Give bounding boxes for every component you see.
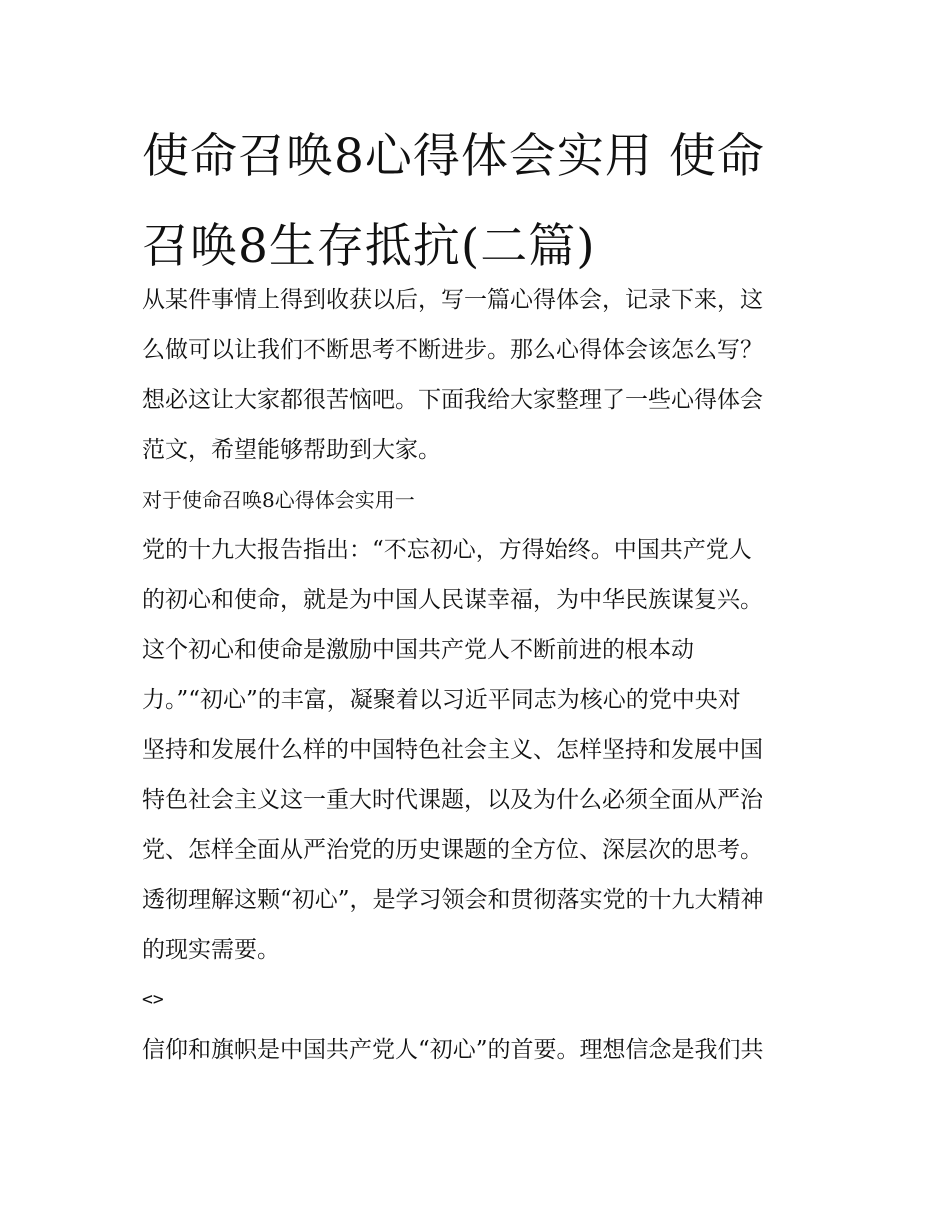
document-title [142, 112, 842, 292]
document-body [142, 275, 822, 1075]
body-line: 这个初心和使命是激励中国共产党人不断前进的根本动 [142, 637, 694, 663]
body-line: 特色社会主义这一重大时代课题，以及为什么必须全面从严治 [142, 787, 763, 813]
title-line-2: 召唤8生存抵抗(二篇) [142, 219, 596, 274]
body-line: 的初心和使命，就是为中国人民谋幸福，为中华民族谋复兴。 [142, 587, 763, 613]
body-line: 党的十九大报告指出：“不忘初心，方得始终。中国共产党人 [142, 537, 752, 563]
body-line: 的现实需要。 [142, 937, 280, 963]
body-line: 力。”“初心”的丰富，凝聚着以习近平同志为核心的党中央对 [142, 687, 741, 713]
body-line: 想必这让大家都很苦恼吧。下面我给大家整理了一些心得体会 [142, 387, 763, 413]
body-line: 信仰和旗帜是中国共产党人“初心”的首要。理想信念是我们共 [142, 1037, 764, 1063]
body-line: 党、怎样全面从严治党的历史课题的全方位、深层次的思考。 [142, 837, 763, 863]
section-heading: 对于使命召唤8心得体会实用一 [142, 488, 415, 512]
title-line-1: 使命召唤8心得体会实用 使命 [142, 129, 765, 184]
body-line: 坚持和发展什么样的中国特色社会主义、怎样坚持和发展中国 [142, 737, 763, 763]
body-line: 透彻理解这颗“初心”，是学习领会和贯彻落实党的十九大精神 [142, 887, 764, 913]
body-line: 么做可以让我们不断思考不断进步。那么心得体会该怎么写？ [142, 337, 763, 363]
body-line: 范文，希望能够帮助到大家。 [142, 437, 441, 463]
placeholder-marker: <> [142, 989, 164, 1010]
body-line: 从某件事情上得到收获以后，写一篇心得体会，记录下来，这 [142, 287, 763, 313]
